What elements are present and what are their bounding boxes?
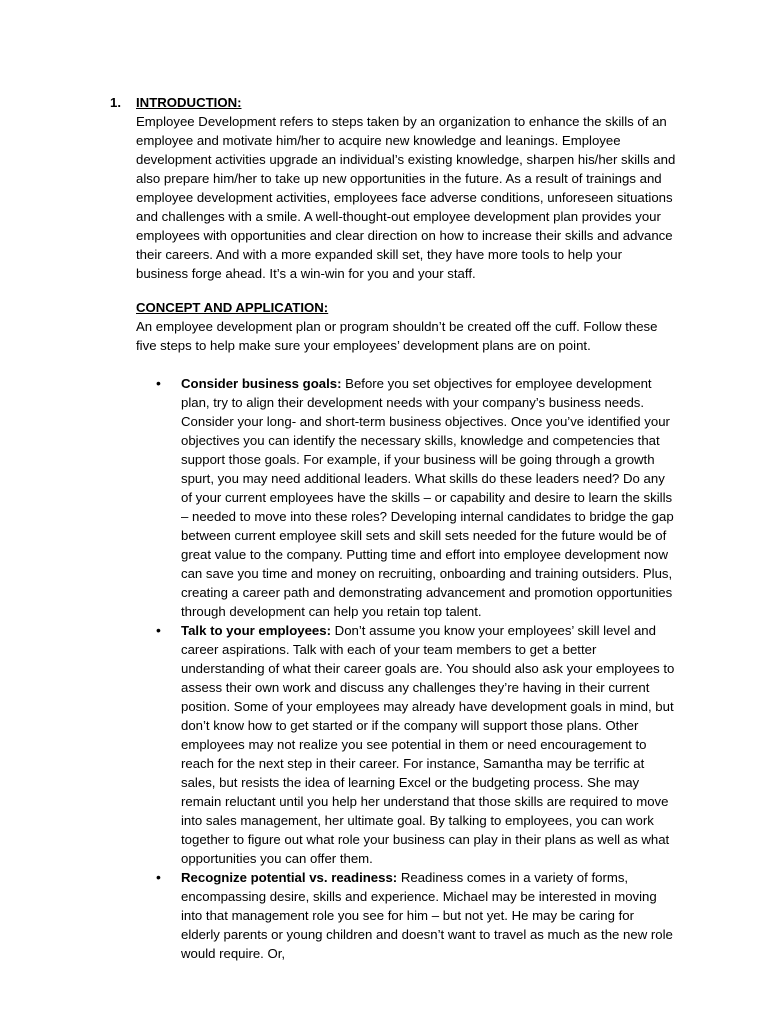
introduction-section [136,93,676,283]
bullet-text: Before you set objectives for employee development plan, try to align their development needs with your company’s business needs. Consider your long- and short-term business objectives. Once you’ve identified your objectives you can identify the necessary skills, knowledge and competencies that support those goals. For example, if your business will be going through a growth spurt, you may need additional leaders. What skills do these leaders need? Do any of your current employees have the skills – or capability and desire to learn the skills – needed to move into these roles? Developing internal candidates to bridge the gap between current employee skill sets and skill sets needed for the future would be of great value to the company. Putting time and effort into employee development now can save you time and money on recruiting, onboarding and training outsiders. Plus, creating a career path and demonstrating advancement and promotion opportunities through development can help you retain top talent. [181,376,674,619]
steps-list [136,374,676,963]
introduction-heading: INTRODUCTION: [136,95,242,110]
introduction-body: Employee Development refers to steps taken by an organization to enhance the skills of an employee and motivate him/her to acquire new knowledge and leanings. Employee development activities upgrade an individual’s existing knowledge, sharpen his/her skills and also prepare him/her to take up new opportunities in the future. As a result of trainings and employee development activities, employees face adverse conditions, unforeseen situations and challenges with a smile. A well-thought-out employee development plan provides your employees with opportunities and clear direction on how to increase their skills and advance their careers. And with a more expanded skill set, they have more tools to help your business forge ahead. It’s a win-win for you and your staff. [136,114,676,281]
concept-body: An employee development plan or program shouldn’t be created off the cuff. Follow these five steps to help make sure your employees’ development plans are on point. [136,319,658,353]
bullet-icon: • [156,375,161,391]
section-number: 1. [110,95,121,110]
list-item [136,621,676,868]
list-item [136,374,676,621]
bullet-text: Readiness comes in a variety of forms, encompassing desire, skills and experience. Michael may be interested in moving into that management role you see for him – but not yet. He may be caring for elderly parents or young children and doesn’t want to travel as much as the new role would require. Or, [181,870,673,961]
bullet-text: Don’t assume you know your employees’ skill level and career aspirations. Talk with each of your team members to get a better understanding of what their career goals are. You should also ask your employees to assess their own work and discuss any challenges they’re having in their current position. Some of your employees may already have development goals in mind, but don’t know how to get started or if the company will support those plans. Other employees may not realize you see potential in them or need encouragement to reach for the next step in their career. For instance, Samantha may be terrific at sales, but resists the idea of learning Excel or the budgeting process. She may remain reluctant until you help her understand that those skills are required to move into sales management, her ultimate goal. By talking to employees, you can work together to figure out what role your business can play in their plans as well as what opportunities you can offer them. [181,623,675,866]
list-item [136,868,676,963]
concept-section [136,298,676,355]
bullet-title: Consider business goals: [181,376,342,391]
bullet-icon: • [156,622,161,638]
bullet-title: Talk to your employees: [181,623,331,638]
concept-heading: CONCEPT AND APPLICATION: [136,300,329,315]
bullet-title: Recognize potential vs. readiness: [181,870,398,885]
bullet-icon: • [156,869,161,885]
